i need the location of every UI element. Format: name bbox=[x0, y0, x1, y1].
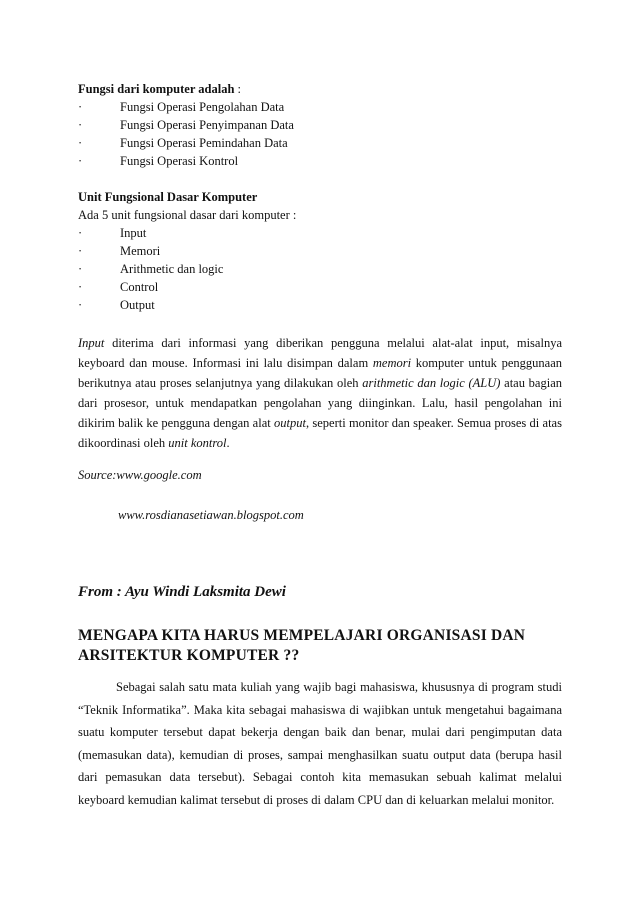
bullet-icon: · bbox=[78, 154, 83, 168]
bullet-icon: · bbox=[78, 298, 83, 312]
bullet-icon: · bbox=[78, 136, 83, 150]
paragraph-text: . bbox=[226, 436, 230, 450]
section2-title: Unit Fungsional Dasar Komputer bbox=[78, 190, 258, 204]
list-item bbox=[78, 224, 562, 242]
list-item-text: Input bbox=[120, 226, 147, 240]
list-item bbox=[78, 278, 562, 296]
bullet-icon: · bbox=[78, 226, 83, 240]
list-item bbox=[78, 152, 562, 170]
bullet-icon: · bbox=[78, 118, 83, 132]
paragraph-text: diterima dari informasi yang diberikan pengguna melalui alat-alat input, misalnya keyboard dan mouse. Informasi ini lalu disimpan dalam bbox=[78, 336, 562, 370]
term-alu: arithmetic dan logic (ALU) bbox=[362, 376, 501, 390]
term-output: output bbox=[274, 416, 306, 430]
list-item bbox=[78, 98, 562, 116]
bullet-icon: · bbox=[78, 280, 83, 294]
bullet-icon: · bbox=[78, 244, 83, 258]
source-link-google[interactable]: Source:www.google.com bbox=[78, 468, 202, 482]
bullet-icon: · bbox=[78, 262, 83, 276]
paragraph-organisasi: Sebagai salah satu mata kuliah yang wajib bagi mahasiswa, khususnya di program studi “Teknik Informatika”. Maka kita sebagai mahasiswa di wajibkan untuk mengetahui bagaimana suatu komputer tersebut dapat bekerja dengan baik dan benar, mulai dari pengimputan data (memasukan data), kemudian di proses, sampai menghasilkan suatu output data (berupa hasil dari pemasukan data tersebut). Sebagai contoh kita memasukan sebuah kalimat melalui keyboard kemudian kalimat tersebut di proses di dalam CPU dan di keluarkan melalui monitor. bbox=[78, 680, 562, 807]
term-input: Input bbox=[78, 336, 105, 350]
document-page bbox=[78, 80, 562, 811]
section3-heading-line1: MENGAPA KITA HARUS MEMPELAJARI ORGANISASI DAN bbox=[78, 627, 526, 644]
list-item bbox=[78, 260, 562, 278]
section1-title-suffix: : bbox=[234, 82, 242, 96]
section2-intro: Ada 5 unit fungsional dasar dari komputer : bbox=[78, 208, 297, 222]
list-item-text: Fungsi Operasi Penyimpanan Data bbox=[120, 118, 294, 132]
list-item-text: Memori bbox=[120, 244, 161, 258]
section1-title-line bbox=[78, 80, 562, 98]
paragraph-text: atau bagian dari prosesor, untuk mendapatkan pengolahan yang diinginkan. Lalu, hasil pengolahan ini dikirim balik ke pengguna dengan alat bbox=[78, 376, 562, 430]
bullet-icon: · bbox=[78, 100, 83, 114]
section1-title: Fungsi dari komputer adalah bbox=[78, 82, 235, 96]
list-item-text: Arithmetic dan logic bbox=[120, 262, 224, 276]
paragraph-text: komputer untuk penggunaan berikutnya atau proses selanjutnya yang dilakukan oleh bbox=[78, 356, 562, 390]
list-item-text: Fungsi Operasi Pengolahan Data bbox=[120, 100, 285, 114]
list-item-text: Control bbox=[120, 280, 159, 294]
term-unit-kontrol: unit kontrol bbox=[168, 436, 227, 450]
list-item-text: Fungsi Operasi Kontrol bbox=[120, 154, 239, 168]
paragraph-functional-units bbox=[78, 333, 562, 453]
list-item bbox=[78, 116, 562, 134]
source-link-blog[interactable]: www.rosdianasetiawan.blogspot.com bbox=[118, 508, 304, 522]
list-item bbox=[78, 242, 562, 260]
list-item bbox=[78, 296, 562, 314]
paragraph-text: , seperti monitor dan speaker. Semua proses di atas dikoordinasi oleh bbox=[78, 416, 562, 450]
list-item-text: Output bbox=[120, 298, 155, 312]
list-item bbox=[78, 134, 562, 152]
term-memori: memori bbox=[372, 356, 412, 370]
list-item-text: Fungsi Operasi Pemindahan Data bbox=[120, 136, 288, 150]
author-line: From : Ayu Windi Laksmita Dewi bbox=[78, 584, 286, 600]
section3-heading-line2: ARSITEKTUR KOMPUTER ?? bbox=[78, 647, 300, 664]
